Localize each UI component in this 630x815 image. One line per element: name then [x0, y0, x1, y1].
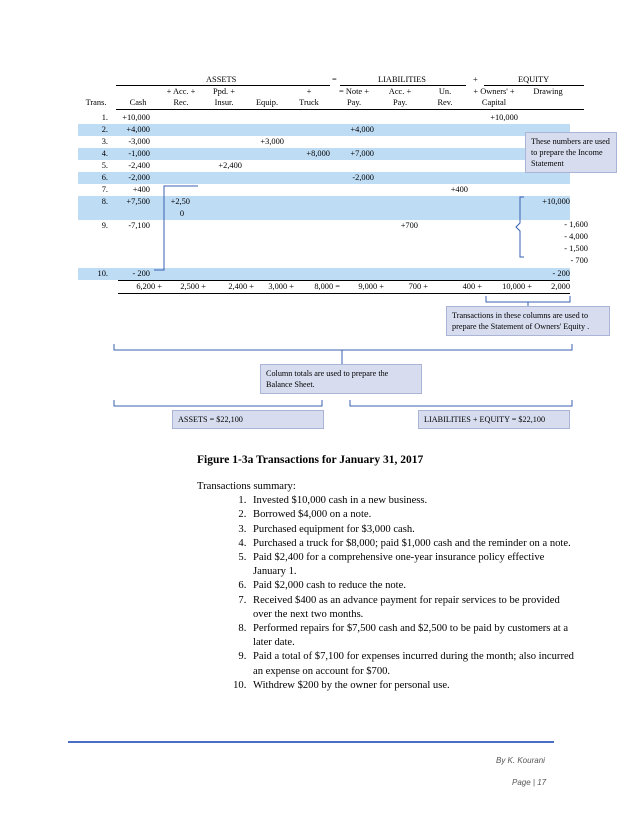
col-header-top: Un.	[438, 87, 452, 96]
col-header-top: Ppd. +	[213, 87, 235, 96]
col-header-bottom: Rec.	[173, 98, 189, 107]
equity-rule	[484, 85, 584, 86]
col-header-top: = Note +	[339, 87, 369, 96]
footer-rule	[68, 741, 554, 743]
col-header-bottom: Cash	[129, 98, 147, 107]
col-header-bottom: Pay.	[346, 98, 362, 107]
trans-number: 3.	[101, 137, 108, 146]
total-cell: 700 +	[408, 282, 428, 291]
balance-sheet-note: Column totals are used to prepare the Balance Sheet.	[260, 364, 422, 394]
table-cell: -2,000	[352, 173, 374, 182]
drawing-brace	[514, 195, 526, 263]
liabilities-rule	[340, 85, 466, 86]
table-cell: +700	[400, 221, 418, 230]
total-cell: 3,000 +	[268, 282, 294, 291]
total-cell: 10,000 +	[502, 282, 532, 291]
summary-intro: Transactions summary:	[197, 481, 296, 492]
footer-author: By K. Kourani	[496, 756, 545, 765]
table-cell: +400	[450, 185, 468, 194]
trans-number: 2.	[101, 125, 108, 134]
drawing-detail: - 1,500	[564, 244, 588, 253]
trans-number: 7.	[101, 185, 108, 194]
table-row	[78, 172, 570, 184]
table-row	[78, 148, 570, 160]
table-cell: -7,100	[128, 221, 150, 230]
total-cell: 9,000 +	[358, 282, 384, 291]
col-header-top: Drawing	[533, 87, 563, 96]
col-header-bottom: Trans.	[85, 98, 107, 107]
table-cell: +2,50	[170, 197, 190, 206]
table-cell: -1,000	[128, 149, 150, 158]
summary-list	[197, 494, 577, 693]
table-cell: +10,000	[542, 197, 570, 206]
footer-page: Page | 17	[512, 778, 547, 787]
total-braces	[112, 290, 582, 420]
trans-number: 9.	[101, 221, 108, 230]
table-cell: +8,000	[306, 149, 330, 158]
table-cell: +4,000	[126, 125, 150, 134]
table-cell: +7,500	[126, 197, 150, 206]
table-cell: +400	[132, 185, 150, 194]
table-cell: - 200	[132, 269, 150, 278]
col-header-bottom: Insur.	[214, 98, 234, 107]
summary-item: 4. Purchased a truck for $8,000; paid $1,000 cash and the reminder on a note.	[249, 537, 577, 551]
table-row	[78, 112, 570, 124]
trans-number: 6.	[101, 173, 108, 182]
table-cell: -2,400	[128, 161, 150, 170]
connector-bracket	[150, 184, 210, 274]
liabilities-equity-total-box: LIABILITIES + EQUITY = $22,100	[418, 410, 570, 429]
plus-sign: +	[473, 75, 478, 84]
col-header-top: Acc. +	[388, 87, 412, 96]
col-header-top: + Acc. +	[166, 87, 196, 96]
trans-number: 8.	[101, 197, 108, 206]
table-row	[78, 124, 570, 136]
total-cell: 2,400 +	[228, 282, 254, 291]
assets-rule	[116, 85, 330, 86]
assets-header: ASSETS	[206, 75, 237, 84]
table-cell: +2,400	[218, 161, 242, 170]
col-header-bottom: Truck	[299, 98, 319, 107]
total-cell: 8,000 =	[314, 282, 340, 291]
table-cell: +3,000	[260, 137, 284, 146]
summary-item: 2. Borrowed $4,000 on a note.	[249, 508, 577, 522]
table-cell: +7,000	[350, 149, 374, 158]
total-cell: 2,000	[551, 282, 570, 291]
owners-equity-note: Transactions in these columns are used to prepare the Statement of Owners' Equity .	[446, 306, 610, 336]
col-header-top: + Owners' +	[473, 87, 515, 96]
summary-item: 6. Paid $2,000 cash to reduce the note.	[249, 579, 577, 593]
trans-number: 4.	[101, 149, 108, 158]
trans-number: 10.	[97, 269, 108, 278]
table-cell: +4,000	[350, 125, 374, 134]
col-header-bottom: Capital	[481, 98, 507, 107]
drawing-detail: - 700	[570, 256, 588, 265]
table-cell: +10,000	[490, 113, 518, 122]
col-header-bottom: Equip.	[255, 98, 279, 107]
equity-header: EQUITY	[518, 75, 550, 84]
drawing-detail: - 1,600	[564, 220, 588, 229]
total-cell: 400 +	[462, 282, 482, 291]
total-cell: 2,500 +	[180, 282, 206, 291]
assets-total-box: ASSETS = $22,100	[172, 410, 324, 429]
summary-item: 10. Withdrew $200 by the owner for personal use.	[249, 679, 577, 693]
header-underline	[116, 109, 584, 110]
col-header-bottom: Pay.	[392, 98, 408, 107]
income-statement-note: These numbers are used to prepare the Income Statement	[525, 132, 617, 173]
col-header-top: +	[306, 87, 312, 96]
trans-number: 1.	[101, 113, 108, 122]
equals-sign: =	[332, 75, 337, 84]
total-cell: 6,200 +	[136, 282, 162, 291]
table-row	[78, 136, 570, 148]
summary-item: 1. Invested $10,000 cash in a new business.	[249, 494, 577, 508]
summary-item: 3. Purchased equipment for $3,000 cash.	[249, 523, 577, 537]
summary-item: 5. Paid $2,400 for a comprehensive one-year insurance policy effective January 1.	[249, 551, 577, 579]
trans-number: 5.	[101, 161, 108, 170]
summary-item: 9. Paid a total of $7,100 for expenses incurred during the month; also incurred an expense on account for $700.	[249, 650, 577, 678]
summary-item: 8. Performed repairs for $7,500 cash and $2,500 to be paid by customers at a later date.	[249, 622, 577, 650]
table-cell: -3,000	[128, 137, 150, 146]
table-cell: - 200	[552, 269, 570, 278]
table-cell-wrap: 0	[179, 209, 184, 218]
liabilities-header: LIABILITIES	[378, 75, 426, 84]
transactions-summary	[197, 480, 577, 693]
col-header-bottom: Rev.	[437, 98, 453, 107]
drawing-detail: - 4,000	[564, 232, 588, 241]
table-cell: +10,000	[122, 113, 150, 122]
table-cell: -2,000	[128, 173, 150, 182]
table-row	[78, 160, 570, 172]
figure-title: Figure 1-3a Transactions for January 31, 2017	[197, 454, 424, 466]
summary-item: 7. Received $400 as an advance payment for repair services to be provided over the next two months.	[249, 594, 577, 622]
